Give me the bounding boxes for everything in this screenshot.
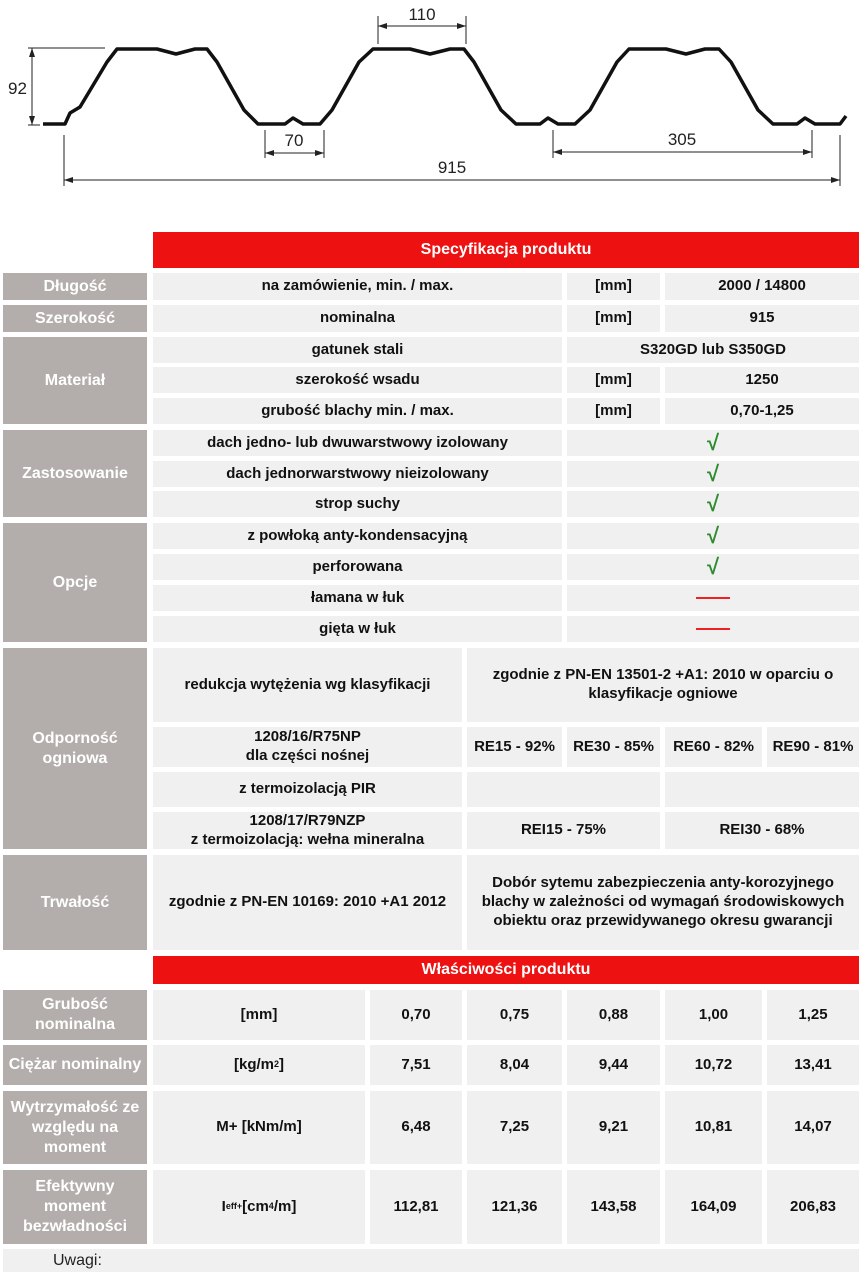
props-value: 0,70 (370, 990, 462, 1040)
spec-label-trwalosc: Trwałość (3, 855, 147, 950)
notes-label: Uwagi: (3, 1249, 859, 1272)
dim-height: 92 (8, 79, 27, 98)
props-label: Efektywny moment bezwładności (3, 1170, 147, 1244)
ogniowa-row1-desc: redukcja wytężenia wg klasyfikacji (153, 648, 462, 722)
props-value: 143,58 (567, 1170, 660, 1244)
props-value: 7,51 (370, 1045, 462, 1085)
props-value: 14,07 (767, 1091, 859, 1164)
spec-label-opcje: Opcje (3, 523, 147, 642)
dim-total-width: 915 (437, 158, 467, 177)
props-label: Ciężar nominalny (3, 1045, 147, 1085)
props-value: 8,04 (467, 1045, 562, 1085)
props-unit: I eff + [cm 4 /m] (153, 1170, 365, 1244)
ogniowa-row4-desc: 1208/17/R79NZP z termoizolacją: wełna mineralna (153, 812, 462, 849)
spec-label-szerokosc: Szerokość (3, 305, 147, 332)
material-row-desc: gatunek stali (153, 337, 562, 363)
props-value: 10,72 (665, 1045, 762, 1085)
props-value: 7,25 (467, 1091, 562, 1164)
dim-bottom-width: 70 (284, 131, 304, 150)
check-icon: √ (567, 554, 859, 580)
props-unit: M+ [kNm/m] (153, 1091, 365, 1164)
dim-pitch: 305 (667, 130, 697, 149)
ogniowa-row2-desc: 1208/16/R75NP dla części nośnej (153, 727, 462, 767)
spec-label-material: Materiał (3, 337, 147, 424)
ogniowa-empty (665, 772, 859, 807)
dimension-lines (28, 16, 840, 186)
zastosowanie-row-desc: dach jedno- lub dwuwarstwowy izolowany (153, 430, 562, 456)
props-value: 1,00 (665, 990, 762, 1040)
spec-label-zastosowanie: Zastosowanie (3, 430, 147, 517)
props-value: 9,21 (567, 1091, 660, 1164)
check-icon: √ (567, 491, 859, 517)
opcje-row-desc: gięta w łuk (153, 616, 562, 642)
opcje-row-desc: łamana w łuk (153, 585, 562, 611)
props-value: 0,88 (567, 990, 660, 1040)
props-value: 10,81 (665, 1091, 762, 1164)
material-row-unit: [mm] (567, 367, 660, 393)
check-icon: √ (567, 523, 859, 549)
props-value: 1,25 (767, 990, 859, 1040)
props-label: Grubość nominalna (3, 990, 147, 1040)
material-row-unit: [mm] (567, 398, 660, 424)
ogniowa-row3-desc: z termoizolacją PIR (153, 772, 462, 807)
material-row-value: 0,70-1,25 (665, 398, 859, 424)
ogniowa-value: RE60 - 82% (665, 727, 762, 767)
props-label: Wytrzymałość ze względu na moment (3, 1091, 147, 1164)
spec-label-dlugosc: Długość (3, 273, 147, 300)
spec-header: Specyfikacja produktu (153, 232, 859, 268)
opcje-row-desc: z powłoką anty-kondensacyjną (153, 523, 562, 549)
check-icon: √ (567, 461, 859, 487)
szerokosc-unit: [mm] (567, 305, 660, 332)
opcje-row-desc: perforowana (153, 554, 562, 580)
props-value: 112,81 (370, 1170, 462, 1244)
profile-outline (43, 49, 846, 124)
szerokosc-desc: nominalna (153, 305, 562, 332)
material-row-value: S320GD lub S350GD (567, 337, 859, 363)
dim-top-width: 110 (408, 5, 436, 24)
props-value: 0,75 (467, 990, 562, 1040)
check-icon: √ (567, 430, 859, 456)
ogniowa-row1-value: zgodnie z PN-EN 13501-2 +A1: 2010 w oparciu o klasyfikacje ogniowe (467, 648, 859, 722)
props-value: 121,36 (467, 1170, 562, 1244)
ogniowa-value: RE30 - 85% (567, 727, 660, 767)
ogniowa-value: RE90 - 81% (767, 727, 859, 767)
material-row-desc: szerokość wsadu (153, 367, 562, 393)
props-value: 164,09 (665, 1170, 762, 1244)
props-header: Właściwości produktu (153, 956, 859, 984)
ogniowa-value: REI15 - 75% (467, 812, 660, 849)
material-row-desc: grubość blachy min. / max. (153, 398, 562, 424)
props-value: 13,41 (767, 1045, 859, 1085)
props-unit: [kg/m 2 ] (153, 1045, 365, 1085)
profile-drawing (0, 0, 862, 215)
ogniowa-empty (467, 772, 660, 807)
trwalosc-value: Dobór sytemu zabezpieczenia anty-korozyjnego blachy w zależności od wymagań środowiskowych obiektu oraz przewidywanego okresu gwarancji (467, 855, 859, 950)
props-unit: [mm] (153, 990, 365, 1040)
dash-icon (567, 616, 859, 642)
zastosowanie-row-desc: strop suchy (153, 491, 562, 517)
ogniowa-value: RE15 - 92% (467, 727, 562, 767)
dlugosc-value: 2000 / 14800 (665, 273, 859, 300)
props-value: 9,44 (567, 1045, 660, 1085)
props-value: 206,83 (767, 1170, 859, 1244)
material-row-value: 1250 (665, 367, 859, 393)
props-value: 6,48 (370, 1091, 462, 1164)
spec-label-ogniowa: Odporność ogniowa (3, 648, 147, 849)
dash-icon (567, 585, 859, 611)
ogniowa-value: REI30 - 68% (665, 812, 859, 849)
dlugosc-desc: na zamówienie, min. / max. (153, 273, 562, 300)
trwalosc-desc: zgodnie z PN-EN 10169: 2010 +A1 2012 (153, 855, 462, 950)
zastosowanie-row-desc: dach jednorwarstwowy nieizolowany (153, 461, 562, 487)
dlugosc-unit: [mm] (567, 273, 660, 300)
szerokosc-value: 915 (665, 305, 859, 332)
